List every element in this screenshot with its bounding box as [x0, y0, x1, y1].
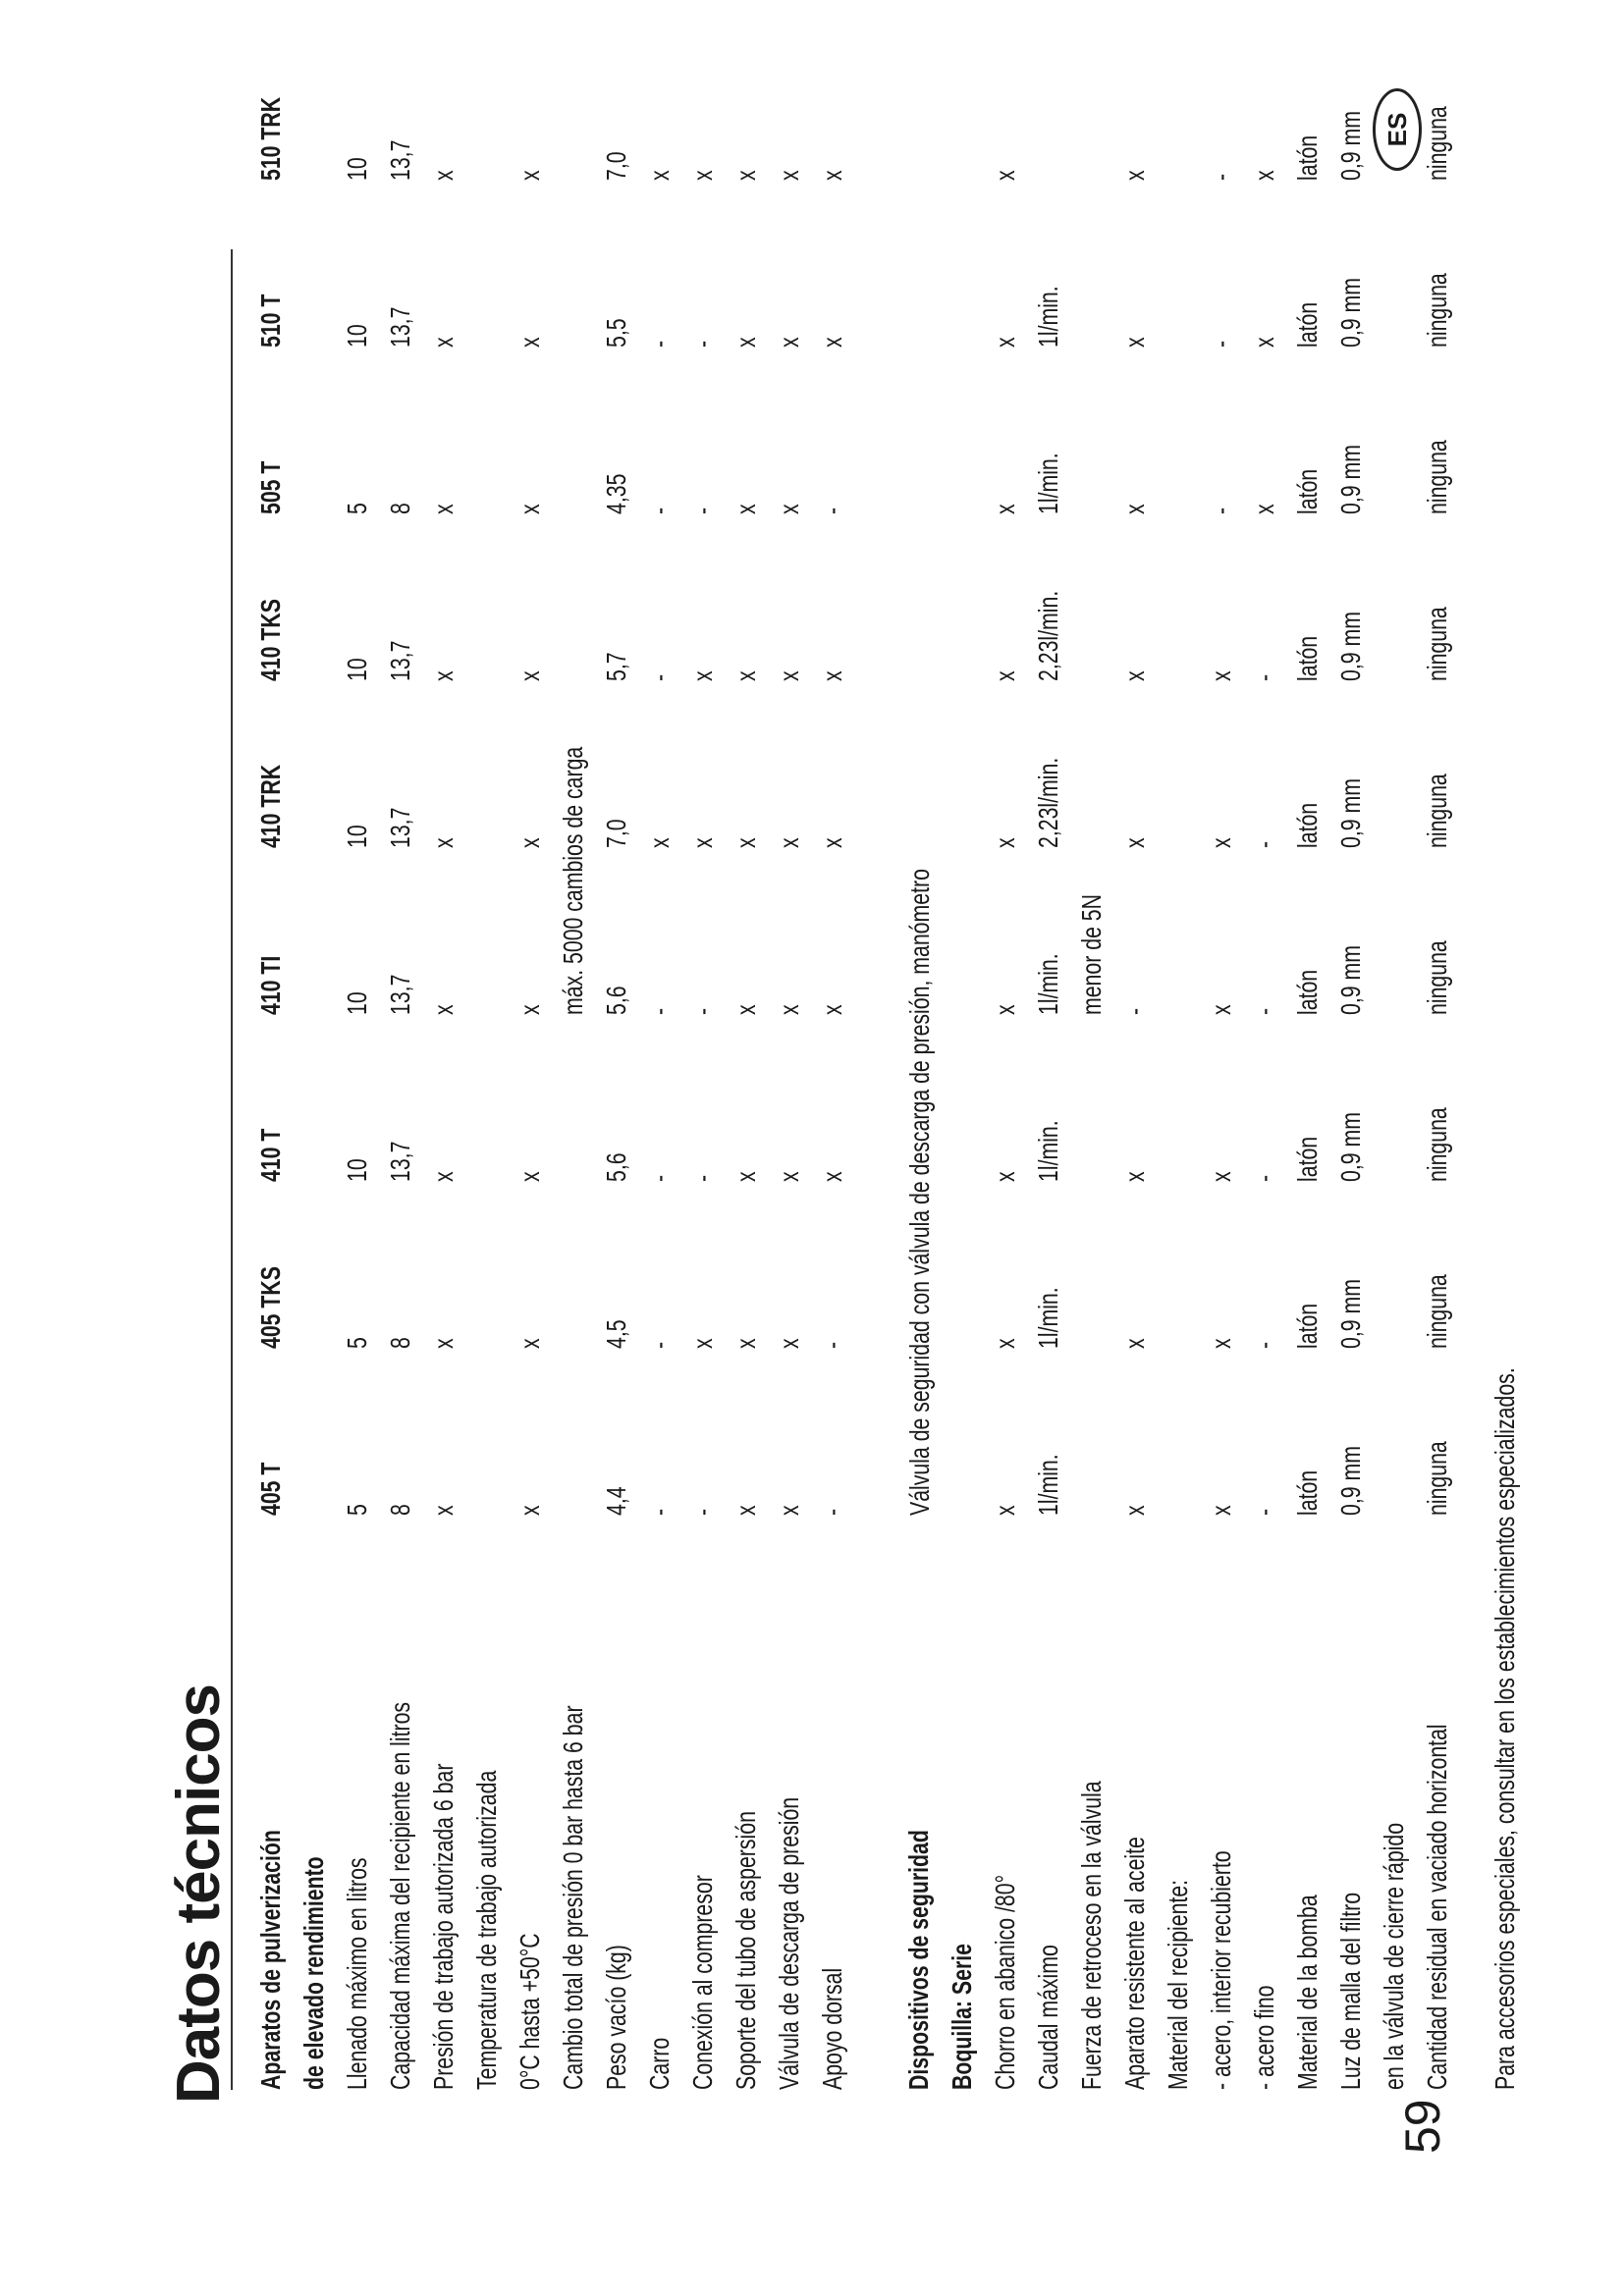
cell-410-trk: x: [428, 837, 459, 848]
cell-510-trk: 10: [342, 157, 372, 181]
cell-505-t: x: [514, 504, 545, 514]
table-row: [639, 170, 680, 2090]
cell-410-t: 10: [342, 1158, 372, 1182]
cell-510-t: x: [817, 337, 847, 347]
cell-405-tks: 8: [385, 1337, 415, 1349]
cell-510-t: 1l/min.: [1033, 286, 1063, 347]
table-row: [1114, 170, 1156, 2090]
cell-505-t: x: [990, 504, 1020, 514]
cell-410-t: x: [774, 1171, 804, 1182]
cell-410-tks: -: [644, 673, 675, 681]
title-rule: [231, 249, 233, 2090]
row-label: Luz de malla del filtro: [1335, 1892, 1366, 2090]
safety-note: Válvula de seguridad con válvula de descarga de presión, manómetro: [904, 869, 935, 1516]
cell-410-ti: 0,9 mm: [1335, 945, 1366, 1015]
cell-405-t: x: [1206, 1505, 1236, 1516]
cell-410-ti: latón: [1292, 969, 1323, 1015]
cell-505-t: 5: [342, 503, 372, 514]
cell-410-ti: x: [817, 1004, 847, 1015]
cell-410-t: 5,6: [601, 1152, 631, 1182]
cell-410-trk: x: [774, 837, 804, 848]
table-row: [1028, 225, 1069, 2090]
cell-410-tks: x: [774, 670, 804, 681]
cell-410-ti: 10: [342, 991, 372, 1015]
cell-505-t: -: [817, 507, 847, 514]
cell-405-t: x: [774, 1505, 804, 1516]
cell-410-trk: x: [990, 837, 1020, 848]
cell-410-trk: x: [817, 837, 847, 848]
cell-410-t: 0,9 mm: [1335, 1112, 1366, 1182]
cell-410-ti: -: [1249, 1007, 1279, 1015]
cell-510-t: 13,7: [385, 306, 415, 347]
row-label: Apoyo dorsal: [817, 1967, 847, 2090]
row-label: - acero, interior recubierto: [1206, 1850, 1236, 2090]
cell-510-t: x: [731, 337, 761, 347]
row-label: Válvula de descarga de presión: [774, 1796, 804, 2090]
cell-405-tks: 1l/min.: [1033, 1287, 1063, 1349]
table-row: [985, 170, 1026, 2090]
table-row: [553, 225, 594, 2090]
cell-410-trk: 2,23l/min.: [1033, 757, 1063, 848]
column-header-row: [250, 96, 292, 2090]
cell-410-t: x: [990, 1171, 1020, 1182]
cell-505-t: -: [687, 507, 718, 514]
cell-405-tks: x: [1119, 1338, 1150, 1349]
cell-410-tks: x: [1119, 670, 1150, 681]
cell-410-trk: ninguna: [1422, 774, 1452, 848]
row-label: Dispositivos de seguridad: [903, 1830, 934, 2090]
cell-405-t: -: [644, 1508, 675, 1516]
cell-510-trk: x: [644, 170, 675, 181]
row-label: - acero fino: [1249, 1985, 1279, 2090]
row-label: Conexión al compresor: [687, 1875, 718, 2090]
cell-405-t: 5: [342, 1504, 372, 1516]
table-row: [1201, 173, 1242, 2090]
cell-510-t: x: [1249, 337, 1279, 347]
cell-505-t: -: [644, 507, 675, 514]
cell-405-t: x: [990, 1505, 1020, 1516]
row-label: Aparato resistente al aceite: [1119, 1837, 1150, 2090]
cell-510-trk: latón: [1292, 134, 1323, 181]
cell-410-t: x: [731, 1171, 761, 1182]
cell-405-tks: x: [514, 1338, 545, 1349]
cell-510-trk: 510 TRK: [255, 96, 286, 181]
cell-405-tks: x: [1206, 1338, 1236, 1349]
row-label: Material de la bomba: [1292, 1895, 1323, 2090]
row-label: Caudal máximo: [1033, 1945, 1063, 2090]
cell-410-tks: x: [428, 670, 459, 681]
cell-405-t: x: [428, 1505, 459, 1516]
cell-405-tks: 5: [342, 1337, 372, 1349]
cell-410-trk: x: [644, 837, 675, 848]
cell-410-t: x: [1119, 1171, 1150, 1182]
cell-405-t: 405 T: [255, 1462, 286, 1516]
table-row: [1374, 225, 1415, 2090]
cell-410-ti: -: [644, 1007, 675, 1015]
cell-405-t: latón: [1292, 1469, 1323, 1516]
cell-510-t: latón: [1292, 301, 1323, 347]
cell-510-trk: x: [990, 170, 1020, 181]
table-row: [423, 170, 464, 2090]
table-row: [1330, 111, 1372, 2090]
cell-410-ti: x: [428, 1004, 459, 1015]
cell-505-t: x: [774, 504, 804, 514]
cell-405-tks: latón: [1292, 1303, 1323, 1349]
row-label: Fuerza de retroceso en la válvula: [1076, 1781, 1107, 2090]
cell-405-t: x: [514, 1505, 545, 1516]
cell-510-trk: ninguna: [1422, 106, 1452, 181]
table-row: [769, 170, 810, 2090]
row-label: Soporte del tubo de aspersión: [731, 1811, 761, 2090]
cell-405-t: 4,4: [601, 1486, 631, 1516]
row-label: Boquilla: Serie: [947, 1944, 977, 2090]
cell-510-t: 0,9 mm: [1335, 278, 1366, 347]
cell-405-tks: x: [687, 1338, 718, 1349]
cell-410-ti: x: [774, 1004, 804, 1015]
row-label: Cantidad residual en vaciado horizontal: [1422, 1724, 1452, 2090]
row-label: Cambio total de presión 0 bar hasta 6 bar: [558, 1705, 588, 2090]
cell-405-tks: x: [990, 1338, 1020, 1349]
section1-subheader: [294, 225, 335, 2090]
cell-505-t: 505 T: [255, 460, 286, 514]
row-label: Peso vacío (kg): [601, 1945, 631, 2090]
table-row: [596, 151, 637, 2090]
cell-510-trk: x: [817, 170, 847, 181]
cell-505-t: 8: [385, 503, 415, 514]
cell-410-ti: x: [731, 1004, 761, 1015]
cell-410-ti: x: [1206, 1004, 1236, 1015]
cell-405-tks: 0,9 mm: [1335, 1279, 1366, 1349]
table-row: [1287, 134, 1328, 2090]
cell-405-t: 8: [385, 1504, 415, 1516]
cell-405-t: -: [817, 1508, 847, 1516]
cell-510-trk: x: [774, 170, 804, 181]
cell-410-tks: x: [1206, 670, 1236, 681]
cell-405-t: ninguna: [1422, 1441, 1452, 1516]
cell-510-t: x: [990, 337, 1020, 347]
cell-410-ti: 13,7: [385, 974, 415, 1015]
cell-410-ti: 5,6: [601, 986, 631, 1015]
row-label: Carro: [644, 2037, 675, 2090]
section2-subheader: [942, 225, 983, 2090]
cell-510-t: ninguna: [1422, 273, 1452, 347]
cell-410-t: x: [428, 1171, 459, 1182]
cell-510-t: 5,5: [601, 318, 631, 347]
table-row: [1244, 170, 1285, 2090]
cell-410-trk: -: [1249, 840, 1279, 848]
cell-505-t: 0,9 mm: [1335, 445, 1366, 514]
cell-410-tks: -: [1249, 673, 1279, 681]
cell-410-tks: x: [731, 670, 761, 681]
cell-410-ti: -: [1119, 1007, 1150, 1015]
row-label: de elevado rendimiento: [298, 1856, 329, 2090]
cell-410-t: x: [514, 1171, 545, 1182]
cell-505-t: ninguna: [1422, 440, 1452, 514]
cell-410-trk: x: [1119, 837, 1150, 848]
cell-505-t: 4,35: [601, 473, 631, 514]
cell-410-tks: 5,7: [601, 652, 631, 681]
cell-410-ti: ninguna: [1422, 940, 1452, 1015]
cell-405-tks: 405 TKS: [255, 1266, 286, 1349]
cell-410-trk: 10: [342, 825, 372, 848]
cell-410-tks: x: [990, 670, 1020, 681]
cell-510-t: x: [774, 337, 804, 347]
cell-410-t: 410 T: [255, 1128, 286, 1182]
page-title: Datos técnicos: [165, 1683, 233, 2104]
row-label: Presión de trabajo autorizada 6 bar: [428, 1763, 459, 2090]
cell-510-trk: 0,9 mm: [1335, 111, 1366, 181]
cell-510-trk: 13,7: [385, 139, 415, 181]
cell-405-t: -: [687, 1508, 718, 1516]
cell-410-trk: 13,7: [385, 807, 415, 848]
cell-410-trk: 0,9 mm: [1335, 778, 1366, 848]
cell-410-t: 1l/min.: [1033, 1120, 1063, 1182]
row-label: Chorro en abanico /80°: [990, 1874, 1020, 2090]
cell-510-t: 510 T: [255, 294, 286, 347]
cell-405-tks: -: [817, 1341, 847, 1349]
cell-510-t: x: [1119, 337, 1150, 347]
cell-510-trk: x: [687, 170, 718, 181]
cell-510-t: -: [687, 340, 718, 347]
table-row: [1417, 106, 1458, 2090]
row-label: 0°C hasta +50°C: [514, 1933, 545, 2090]
cell-410-t: x: [817, 1171, 847, 1182]
cell-410-trk: x: [687, 837, 718, 848]
row-label: en la válvula de cierre rápido: [1379, 1822, 1409, 2090]
cell-410-tks: 410 TKS: [255, 599, 286, 681]
cell-505-t: latón: [1292, 468, 1323, 514]
cell-410-ti: x: [514, 1004, 545, 1015]
cell-505-t: x: [1249, 504, 1279, 514]
language-badge: ES: [1373, 88, 1422, 171]
cell-410-trk: 410 TRK: [255, 764, 286, 848]
cell-410-tks: 10: [342, 658, 372, 681]
cell-405-tks: -: [644, 1341, 675, 1349]
cell-405-t: x: [1119, 1505, 1150, 1516]
cell-410-trk: x: [1206, 837, 1236, 848]
cell-410-t: x: [1206, 1171, 1236, 1182]
table-row: [1158, 225, 1199, 2090]
cell-510-trk: -: [1206, 173, 1236, 181]
cell-510-trk: x: [1249, 170, 1279, 181]
cell-410-t: 13,7: [385, 1141, 415, 1182]
cell-510-t: -: [644, 340, 675, 347]
cell-410-t: -: [1249, 1174, 1279, 1182]
table-row: [812, 170, 853, 2090]
table-row: [726, 170, 767, 2090]
cell-405-tks: ninguna: [1422, 1274, 1452, 1349]
cell-505-t: x: [428, 504, 459, 514]
cell-410-trk: x: [514, 837, 545, 848]
cell-410-t: -: [644, 1174, 675, 1182]
table-row: [510, 170, 551, 2090]
cell-410-ti: -: [687, 1007, 718, 1015]
footnote: Para accesorios especiales, consultar en los establecimientos especializados.: [1489, 1367, 1520, 2090]
cell-410-tks: 0,9 mm: [1335, 612, 1366, 681]
cell-405-tks: x: [731, 1338, 761, 1349]
cell-410-t: -: [687, 1174, 718, 1182]
cell-410-tks: x: [514, 670, 545, 681]
cell-405-tks: x: [428, 1338, 459, 1349]
cell-510-trk: x: [1119, 170, 1150, 181]
table-row: [337, 157, 378, 2090]
cell-510-trk: x: [514, 170, 545, 181]
cell-410-trk: x: [731, 837, 761, 848]
row-label: Llenado máximo en litros: [342, 1857, 372, 2090]
cell-410-t: latón: [1292, 1136, 1323, 1182]
table-row: [380, 139, 421, 2090]
cell-405-t: 0,9 mm: [1335, 1446, 1366, 1516]
cell-410-ti: 410 TI: [255, 955, 286, 1015]
cell-410-tks: 2,23l/min.: [1033, 590, 1063, 681]
cell-405-t: -: [1249, 1508, 1279, 1516]
cell-410-tks: 13,7: [385, 640, 415, 681]
cell-410-tks: ninguna: [1422, 607, 1452, 681]
cell-410-tks: x: [817, 670, 847, 681]
cell-510-trk: x: [428, 170, 459, 181]
cell-410-tks: x: [687, 670, 718, 681]
page-number: 59: [1395, 2099, 1450, 2154]
cell-405-t: 1l/min.: [1033, 1454, 1063, 1516]
row-label: Aparatos de pulverización: [255, 1830, 286, 2090]
row-label: Temperatura de trabajo autorizada: [471, 1770, 502, 2090]
row-label: Material del recipiente:: [1163, 1879, 1193, 2090]
cell-410-tks: latón: [1292, 635, 1323, 681]
cell-410-trk: 7,0: [601, 819, 631, 848]
cell-505-t: x: [731, 504, 761, 514]
cell-410-t: ninguna: [1422, 1107, 1452, 1182]
cell-405-tks: x: [774, 1338, 804, 1349]
cell-410-ti: menor de 5N: [1076, 893, 1107, 1015]
cell-405-tks: -: [1249, 1341, 1279, 1349]
cell-510-trk: 7,0: [601, 151, 631, 181]
table-row: [466, 225, 508, 2090]
cell-510-trk: x: [731, 170, 761, 181]
cell-510-t: 10: [342, 324, 372, 347]
cell-505-t: x: [1119, 504, 1150, 514]
cell-510-t: x: [514, 337, 545, 347]
table-row: [682, 170, 724, 2090]
cell-505-t: -: [1206, 507, 1236, 514]
cell-410-ti: máx. 5000 cambios de carga: [558, 746, 588, 1015]
table-row: [1071, 225, 1112, 2090]
cell-410-ti: x: [990, 1004, 1020, 1015]
cell-405-t: x: [731, 1505, 761, 1516]
cell-410-ti: 1l/min.: [1033, 953, 1063, 1015]
cell-510-t: -: [1206, 340, 1236, 347]
cell-510-t: x: [428, 337, 459, 347]
row-label: Capacidad máxima del recipiente en litros: [385, 1701, 415, 2090]
cell-505-t: 1l/min.: [1033, 453, 1063, 514]
cell-410-trk: latón: [1292, 802, 1323, 848]
cell-405-tks: 4,5: [601, 1319, 631, 1349]
